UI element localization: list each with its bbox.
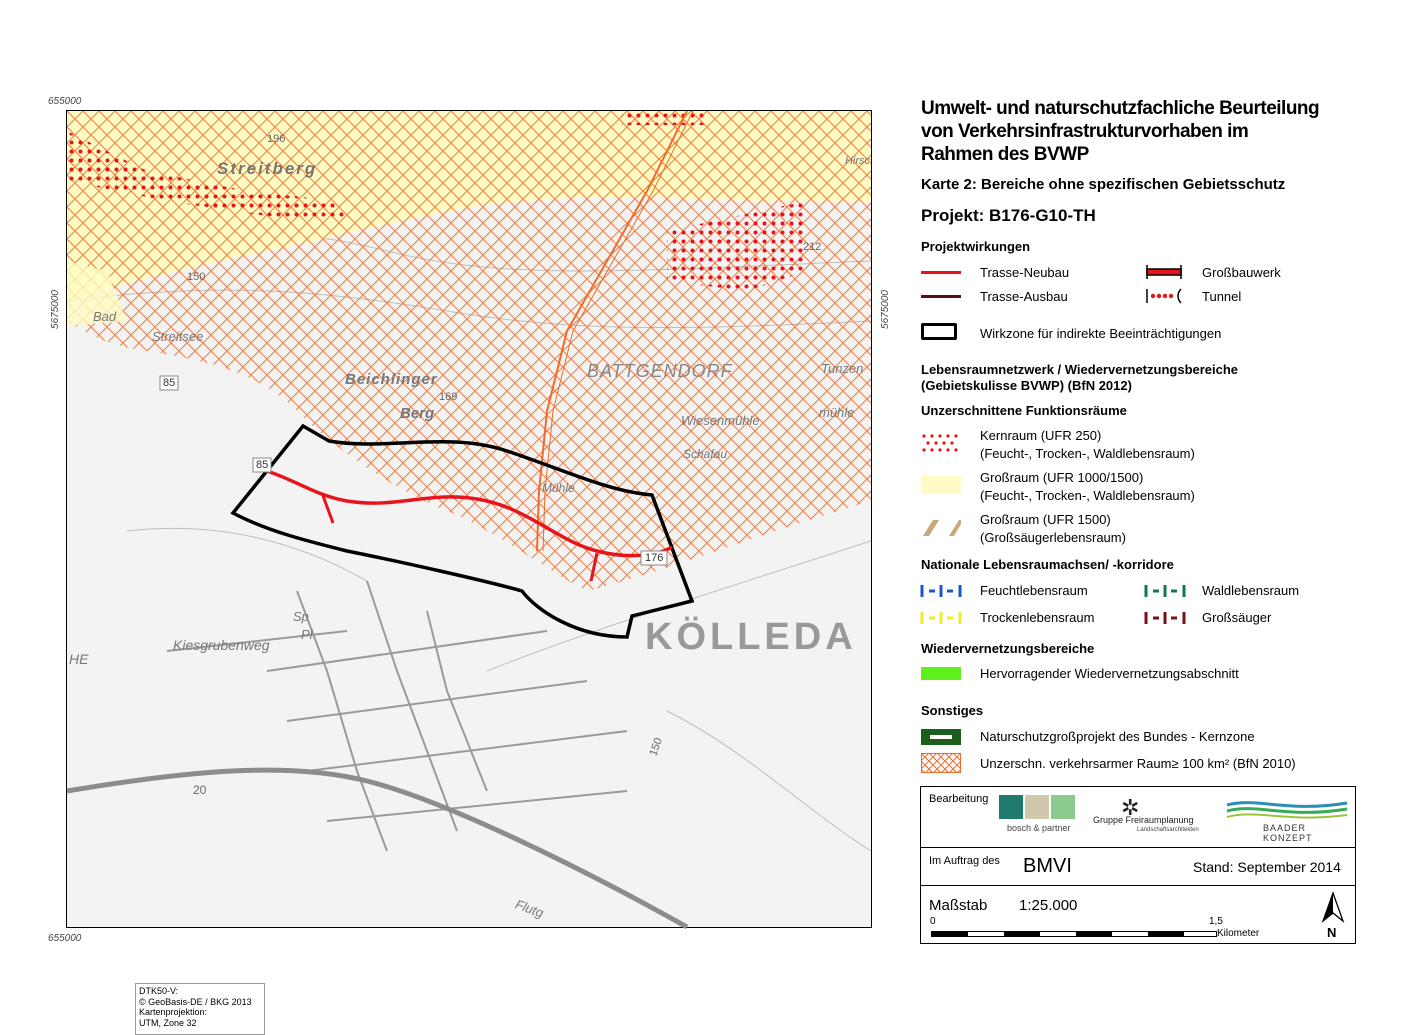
credit-line-4: UTM, Zone 32 xyxy=(139,1017,197,1028)
logo-baader-waves xyxy=(1227,797,1347,821)
number-85a: 85 xyxy=(163,377,176,389)
heading-ufr: Unzerschnittene Funktionsräume xyxy=(921,403,1127,418)
scale-end: 1,5 xyxy=(1209,916,1223,927)
swatch-trocken xyxy=(921,610,963,626)
number-85b: 85 xyxy=(256,459,269,471)
info-box xyxy=(920,786,1356,944)
label-koelleda: KÖLLEDA xyxy=(645,616,857,658)
map-canvas[interactable] xyxy=(67,111,871,927)
label-muehle-tunzen: mühle xyxy=(819,405,855,420)
swatch-grossraum xyxy=(921,476,961,494)
map-credit xyxy=(135,983,265,1035)
label-grosssaeuger: Großsäuger xyxy=(1202,610,1272,625)
heading-lebensraum-2: (Gebietskulisse BVWP) (BfN 2012) xyxy=(921,378,1132,393)
heading-sonstiges: Sonstiges xyxy=(921,703,984,718)
label-battgendorf: BATTGENDORF xyxy=(587,361,733,381)
label-grossbauwerk: Großbauwerk xyxy=(1202,265,1281,280)
logo-baader-text: BAADER KONZEPT xyxy=(1263,823,1313,843)
label-neubau: Trasse-Neubau xyxy=(980,265,1070,280)
coord-left: 5675000 xyxy=(50,290,61,329)
credit-line-3: Kartenprojektion: xyxy=(139,1007,208,1017)
divider-2 xyxy=(921,885,1355,886)
swatch-kernzone-inner xyxy=(930,735,952,739)
title-line-3: Rahmen des BVWP xyxy=(921,144,1089,165)
heading-achsen: Nationale Lebensraumachsen/ -korridore xyxy=(921,557,1174,572)
label-bad: Bad xyxy=(93,309,117,324)
label-feucht: Feuchtlebensraum xyxy=(980,583,1088,598)
swatch-grossbauwerk xyxy=(1145,264,1185,280)
massstab-value: 1:25.000 xyxy=(1019,897,1078,914)
north-label: N xyxy=(1327,925,1337,940)
credit-line-2: © GeoBasis-DE / BKG 2013 xyxy=(139,996,252,1007)
number-169: 169 xyxy=(439,391,458,403)
heading-lebensraum-1: Lebensraumnetzwerk / Wiedervernetzungsbereiche xyxy=(921,362,1239,377)
swatch-grossraum-1500 xyxy=(921,516,961,538)
swatch-verkehrsarm xyxy=(921,753,961,773)
logo-bosch-square-1 xyxy=(999,795,1023,819)
label-grossraum-1: Großraum (UFR 1000/1500) xyxy=(980,470,1144,485)
logo-bosch-text: bosch & partner xyxy=(1007,823,1071,833)
stand-date: Stand: September 2014 xyxy=(1193,859,1341,875)
number-20: 20 xyxy=(193,783,207,797)
title-line-1: Umwelt- und naturschutzfachliche Beurteilung xyxy=(921,98,1320,119)
coord-right: 5675000 xyxy=(880,290,891,329)
swatch-feucht xyxy=(921,583,963,599)
label-tunzen: Tunzen xyxy=(821,361,864,376)
label-im-auftrag: Im Auftrag des xyxy=(929,855,1000,867)
scale-unit: Kilometer xyxy=(1217,928,1260,939)
swatch-ausbau xyxy=(921,295,961,298)
label-trocken: Trockenlebensraum xyxy=(980,610,1095,625)
label-kiesgrubenweg: Kiesgrubenweg xyxy=(173,637,270,653)
swatch-tunnel xyxy=(1145,288,1185,304)
auftraggeber: BMVI xyxy=(1023,855,1072,877)
map-frame[interactable] xyxy=(66,110,872,1028)
swatch-wald xyxy=(1145,583,1187,599)
swatch-kernraum xyxy=(921,432,961,454)
label-kernraum-2: (Feucht-, Trocken-, Waldlebensraum) xyxy=(980,446,1195,461)
swatch-wirkzone xyxy=(921,323,957,340)
coord-top: 655000 xyxy=(48,96,82,107)
number-212: 212 xyxy=(803,241,822,253)
heading-lebensraum xyxy=(921,362,1238,394)
logo-bosch-square-3 xyxy=(1051,795,1075,819)
label-berg: Berg xyxy=(400,405,435,422)
label-wiesenmuehle: Wiesenmühle xyxy=(681,413,760,428)
label-streitberg: Streitberg xyxy=(217,159,318,178)
kernraum-area-3 xyxy=(622,111,707,125)
title-line-2: von Verkehrsinfrastrukturvorhaben im xyxy=(921,121,1249,142)
label-verkehrsarm: Unzerschn. verkehrsarmer Raum≥ 100 km² (BfN 2010) xyxy=(980,756,1296,771)
swatch-kernzone xyxy=(921,729,961,745)
legend-title xyxy=(921,97,1319,166)
coord-bottom: 655000 xyxy=(48,933,82,944)
number-150a: 150 xyxy=(187,271,206,283)
swatch-grosssaeuger xyxy=(1145,610,1187,626)
heading-wiedervernetzung: Wiedervernetzungsbereiche xyxy=(921,641,1095,656)
label-ausbau: Trasse-Ausbau xyxy=(980,289,1068,304)
label-beichlinger: Beichlinger xyxy=(345,371,438,388)
label-hirsc: Hirsc xyxy=(845,155,871,167)
label-wirkzone: Wirkzone für indirekte Beeinträchtigungen xyxy=(980,326,1222,341)
number-150b: 150 xyxy=(647,736,665,758)
logo-bosch-square-2 xyxy=(1025,795,1049,819)
project-id: Projekt: B176-G10-TH xyxy=(921,206,1096,225)
map-subtitle: Karte 2: Bereiche ohne spezifischen Gebietsschutz xyxy=(921,176,1286,193)
label-grossraum-1500-1: Großraum (UFR 1500) xyxy=(980,512,1111,527)
label-grossraum-2: (Feucht-, Trocken-, Waldlebensraum) xyxy=(980,488,1195,503)
label-grossraum-1500-2: (Großsäugerlebensraum) xyxy=(980,530,1126,545)
label-wald: Waldlebensraum xyxy=(1202,583,1300,598)
label-bearbeitung: Bearbeitung xyxy=(929,793,989,805)
label-streitsee: Streitsee xyxy=(152,329,204,344)
number-196: 196 xyxy=(267,133,286,145)
swatch-hervorragend xyxy=(921,667,961,680)
scale-start: 0 xyxy=(930,916,936,927)
divider-1 xyxy=(921,847,1355,848)
scale-bar xyxy=(931,931,1217,937)
label-kernraum xyxy=(980,427,1195,463)
label-grossraum-1500 xyxy=(980,511,1126,547)
label-he: HE xyxy=(69,651,89,667)
label-pl: Pl xyxy=(301,627,313,642)
label-sp: Sp xyxy=(293,609,309,624)
tree-icon: ✲ xyxy=(1121,795,1140,820)
label-kernzone: Naturschutzgroßprojekt des Bundes - Kernzone xyxy=(980,729,1255,744)
label-flutgraben: Flutg xyxy=(513,896,546,921)
label-massstab: Maßstab xyxy=(929,897,988,914)
logo-gruppe-sub: Landschaftsarchitekten xyxy=(1137,827,1199,833)
credit-line-1: DTK50-V: xyxy=(139,986,179,996)
label-hervorragend: Hervorragender Wiedervernetzungsabschnitt xyxy=(980,666,1239,681)
label-kernraum-1: Kernraum (UFR 250) xyxy=(980,428,1102,443)
label-schafau: Schafau xyxy=(683,447,728,461)
label-tunnel: Tunnel xyxy=(1202,289,1242,304)
label-muehle: Mühle xyxy=(542,481,575,495)
number-176: 176 xyxy=(645,552,664,564)
label-grossraum xyxy=(980,469,1195,505)
heading-projektwirkungen: Projektwirkungen xyxy=(921,239,1031,254)
swatch-neubau xyxy=(921,271,961,274)
logo-gruppe-text: Gruppe Freiraumplanung xyxy=(1093,815,1194,825)
north-arrow-icon xyxy=(1321,891,1345,925)
